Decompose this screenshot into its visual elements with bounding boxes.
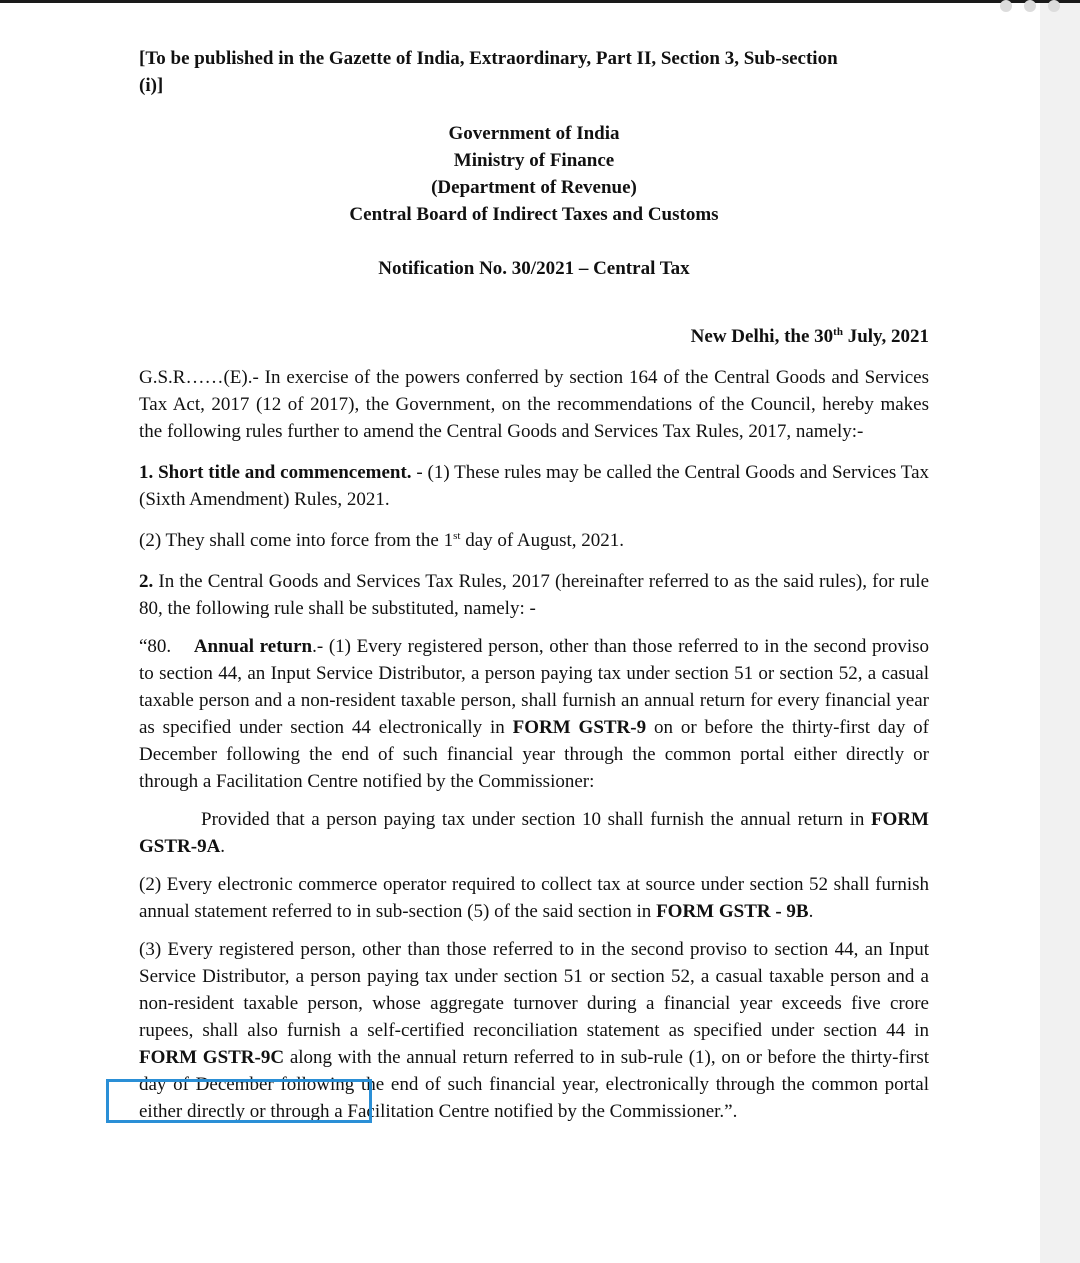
rule-80-paragraph: “80. Annual return.- (1) Every registered person, other than those referred to in the second proviso to section 44, an Input Service Distributor, a person paying tax under section 51 or section 52, a casual taxable person and a non-resident taxable person, shall furnish an annual return for every financial year as specified under section 44 electronically in FORM GSTR-9 on or before the thirty-first day of December following the end of such financial year through the common portal either directly or through a Facilitation Centre notified by the Commissioner: — [139, 636, 930, 792]
gazette-header: [To be published in the Gazette of India, Extraordinary, Part II, Section 3, Sub-section (i)] — [139, 48, 838, 96]
dot-icon — [1000, 0, 1012, 12]
sub-rule-2-paragraph: (2) Every electronic commerce operator required to collect tax at source under section 52 shall furnish annual statement referred to in sub-section (5) of the said section in FORM GSTR - 9B. — [139, 874, 929, 922]
org-ministry: Ministry of Finance — [453, 150, 615, 171]
dot-icon — [1048, 0, 1060, 12]
sub-rule-3-paragraph: (3) Every registered person, other than those referred to in the second proviso to section 44, an Input Service Distributor, a person paying tax under section 51 or section 52, a casual taxable person and a non-resident taxable person, whose aggregate turnover during a financial year exceeds five crore rupees, shall also furnish a self-certified reconciliation statement as specified under section 44 in FORM GSTR-9C along with the annual return referred to in sub-rule (1), on or before the thirty-first day of December following the end of such financial year, electronically through the common portal either directly or through a Facilitation Centre notified by the Commissioner.”. — [139, 939, 929, 1122]
org-department: (Department of Revenue) — [431, 177, 637, 198]
date-line: New Delhi, the 30th July, 2021 — [690, 326, 929, 347]
top-indicator-dots — [0, 0, 1080, 14]
scroll-strip — [1040, 3, 1080, 1263]
gsr-paragraph: G.S.R……(E).- In exercise of the powers conferred by section 164 of the Central Goods and Services Tax Act, 2017 (12 of 2017), the Government, on the recommendations of the Council, hereby makes the following rules further to amend the Central Goods and Services Tax Rules, 2017, namely:- — [139, 367, 929, 442]
org-board: Central Board of Indirect Taxes and Customs — [349, 204, 719, 225]
rule-1-2-paragraph: (2) They shall come into force from the 1st day of August, 2021. — [139, 530, 625, 551]
notification-title: Notification No. 30/2021 – Central Tax — [378, 258, 690, 279]
dot-icon — [1024, 0, 1036, 12]
proviso-paragraph: Provided that a person paying tax under section 10 shall furnish the annual return in FORM GSTR-9A. — [139, 809, 929, 857]
org-government: Government of India — [448, 123, 620, 144]
rule-1-paragraph: 1. Short title and commencement. - (1) These rules may be called the Central Goods and Services Tax (Sixth Amendment) Rules, 2021. — [139, 462, 930, 510]
rule-2-paragraph: 2. In the Central Goods and Services Tax Rules, 2017 (hereinafter referred to as the said rules), for rule 80, the following rule shall be substituted, namely: - — [139, 571, 929, 619]
highlight-annotation-box — [106, 1079, 372, 1123]
document-content — [139, 45, 929, 1125]
